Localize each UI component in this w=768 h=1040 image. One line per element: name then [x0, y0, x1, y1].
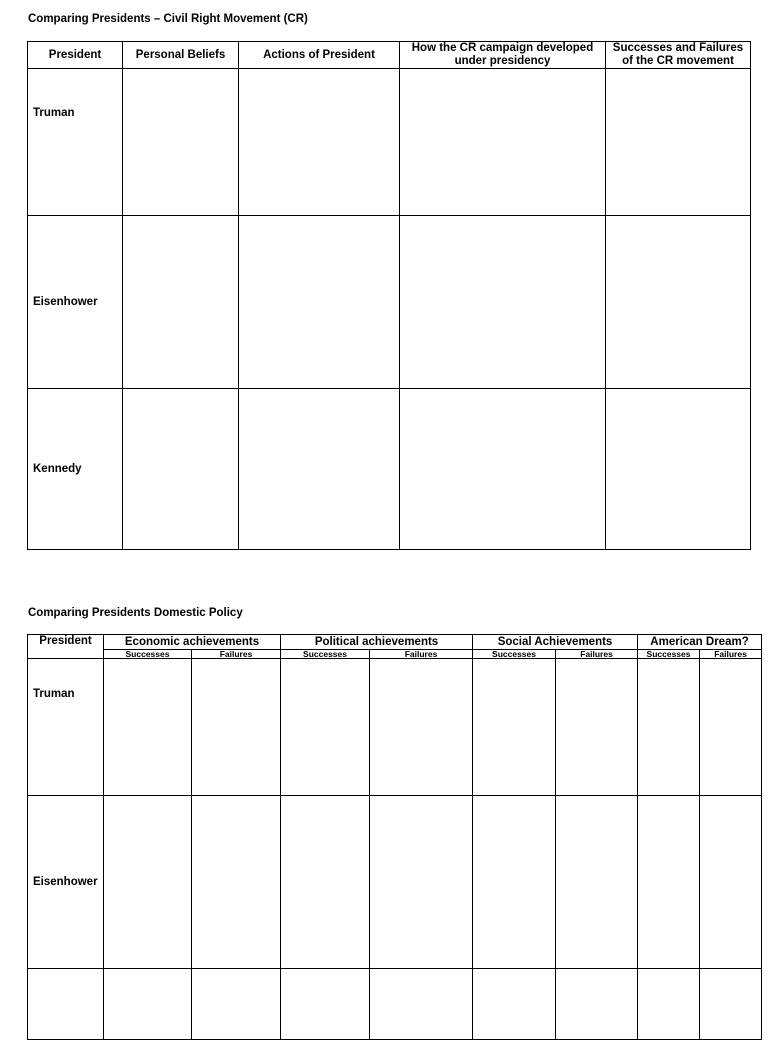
- subheader-successes: Successes: [473, 650, 556, 659]
- header-president: President: [28, 42, 123, 69]
- answer-cell[interactable]: [473, 659, 556, 796]
- header-row: [28, 42, 751, 69]
- header-american-dream: American Dream?: [638, 635, 762, 650]
- answer-cell[interactable]: [239, 389, 400, 550]
- subheader-failures: Failures: [700, 650, 762, 659]
- answer-cell[interactable]: [192, 659, 281, 796]
- subheader-failures: Failures: [192, 650, 281, 659]
- answer-cell[interactable]: [370, 659, 473, 796]
- answer-cell[interactable]: [700, 659, 762, 796]
- header-economic: Economic achievements: [104, 635, 281, 650]
- answer-cell[interactable]: [556, 969, 638, 1040]
- header-personal-beliefs: Personal Beliefs: [123, 42, 239, 69]
- answer-cell[interactable]: [638, 796, 700, 969]
- header-cr-campaign: How the CR campaign developed under presidency: [400, 42, 606, 69]
- answer-cell[interactable]: [638, 969, 700, 1040]
- subheader-successes: Successes: [104, 650, 192, 659]
- subheader-failures: Failures: [556, 650, 638, 659]
- answer-cell[interactable]: [370, 796, 473, 969]
- subheader-successes: Successes: [638, 650, 700, 659]
- table-row: [28, 389, 751, 550]
- answer-cell[interactable]: [556, 659, 638, 796]
- answer-cell[interactable]: [473, 796, 556, 969]
- answer-cell[interactable]: [370, 969, 473, 1040]
- row-president-name: Eisenhower: [28, 796, 104, 969]
- row-president-name: Kennedy: [28, 389, 123, 550]
- answer-cell[interactable]: [606, 69, 751, 216]
- table-row: [28, 69, 751, 216]
- table-row: [28, 216, 751, 389]
- answer-cell[interactable]: [123, 216, 239, 389]
- subheader-row: [28, 650, 762, 659]
- answer-cell[interactable]: [281, 969, 370, 1040]
- header-actions: Actions of President: [239, 42, 400, 69]
- header-president: President: [28, 635, 104, 659]
- answer-cell[interactable]: [281, 796, 370, 969]
- row-president-name: Eisenhower: [28, 216, 123, 389]
- answer-cell[interactable]: [239, 216, 400, 389]
- domestic-policy-table: [27, 634, 762, 1040]
- answer-cell[interactable]: [400, 389, 606, 550]
- answer-cell[interactable]: [192, 796, 281, 969]
- answer-cell[interactable]: [400, 69, 606, 216]
- subheader-failures: Failures: [370, 650, 473, 659]
- row-president-name: Truman: [28, 659, 104, 796]
- header-social: Social Achievements: [473, 635, 638, 650]
- answer-cell[interactable]: [638, 659, 700, 796]
- table-row: [28, 659, 762, 796]
- answer-cell[interactable]: [123, 69, 239, 216]
- answer-cell[interactable]: [400, 216, 606, 389]
- answer-cell[interactable]: [700, 969, 762, 1040]
- subheader-successes: Successes: [281, 650, 370, 659]
- header-successes-failures: Successes and Failures of the CR movement: [606, 42, 751, 69]
- answer-cell[interactable]: [473, 969, 556, 1040]
- answer-cell[interactable]: [606, 216, 751, 389]
- header-row: [28, 635, 762, 650]
- answer-cell[interactable]: [192, 969, 281, 1040]
- answer-cell[interactable]: [556, 796, 638, 969]
- answer-cell[interactable]: [606, 389, 751, 550]
- answer-cell[interactable]: [281, 659, 370, 796]
- table-row: [28, 969, 762, 1040]
- domestic-policy-table-title: Comparing Presidents Domestic Policy: [28, 607, 243, 619]
- answer-cell[interactable]: [239, 69, 400, 216]
- answer-cell[interactable]: [123, 389, 239, 550]
- civil-rights-table: [27, 41, 751, 550]
- answer-cell[interactable]: [104, 969, 192, 1040]
- header-political: Political achievements: [281, 635, 473, 650]
- cr-table-title: Comparing Presidents – Civil Right Movement (CR): [28, 13, 308, 25]
- answer-cell[interactable]: [104, 659, 192, 796]
- answer-cell[interactable]: [700, 796, 762, 969]
- row-president-name: Truman: [28, 69, 123, 216]
- table-row: [28, 796, 762, 969]
- row-president-name: [28, 969, 104, 1040]
- answer-cell[interactable]: [104, 796, 192, 969]
